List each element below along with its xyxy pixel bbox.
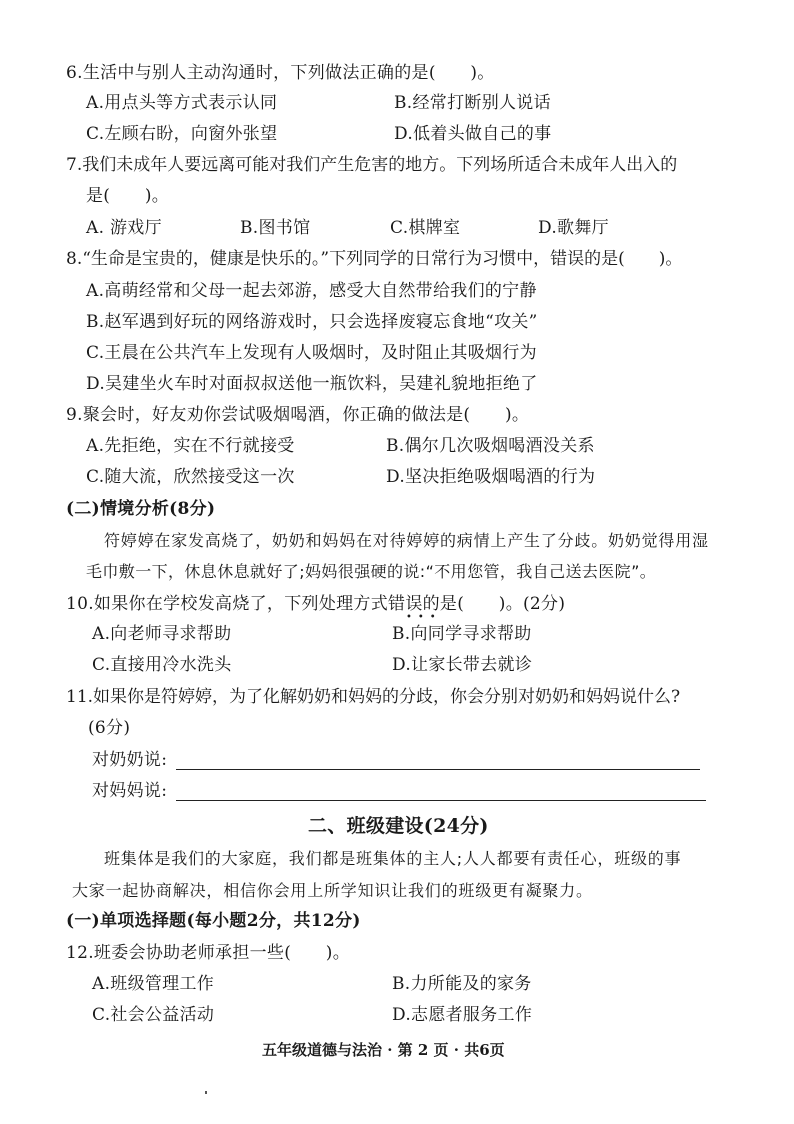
q11-mom-answer-line[interactable] <box>176 800 706 801</box>
q8-option-b: B.赵军遇到好玩的网络游戏时，只会选择废寝忘食地“攻关” <box>86 312 538 332</box>
q7-option-d: D.歌舞厅 <box>538 218 609 238</box>
q12-option-a: A.班级管理工作 <box>92 974 215 994</box>
q10-option-a: A.向老师寻求帮助 <box>92 624 232 644</box>
q11-score: (6分) <box>88 718 131 738</box>
q10-option-c: C.直接用冷水洗头 <box>92 655 232 675</box>
q8-option-a: A.高萌经常和父母一起去郊游，感受大自然带给我们的宁静 <box>86 281 537 301</box>
q9-option-a: A.先拒绝，实在不行就接受 <box>86 436 295 456</box>
q6-option-b: B.经常打断别人说话 <box>394 93 551 113</box>
q12-option-c: C.社会公益活动 <box>92 1005 215 1025</box>
page-footer: 五年级道德与法治 · 第 2 页 · 共6页 <box>262 1041 505 1059</box>
q9-option-d: D.坚决拒绝吸烟喝酒的行为 <box>386 467 596 487</box>
q7-option-a: A. 游戏厅 <box>86 218 162 238</box>
part2-choice-heading: (一)单项选择题(每小题2分，共12分) <box>66 911 361 931</box>
q8-stem: 8.“生命是宝贵的，健康是快乐的。”下列同学的日常行为习惯中，错误的是( )。 <box>66 249 683 269</box>
q10-stem: 10.如果你在学校发高烧了，下列处理方式错误的是( )。(2分) <box>66 594 566 614</box>
q9-option-c: C.随大流，欣然接受这一次 <box>86 467 295 487</box>
q6-stem: 6.生活中与别人主动沟通时，下列做法正确的是( )。 <box>66 63 495 83</box>
scenario-paragraph-line1: 符婷婷在家发高烧了，奶奶和妈妈在对待婷婷的病情上产生了分歧。奶奶觉得用湿 <box>104 531 709 550</box>
scenario-heading: (二)情境分析(8分) <box>66 499 216 519</box>
q7-stem-line1: 7.我们未成年人要远离可能对我们产生危害的地方。下列场所适合未成年人出入的 <box>66 155 678 175</box>
q11-stem: 11.如果你是符婷婷，为了化解奶奶和妈妈的分歧，你会分别对奶奶和妈妈说什么? <box>66 687 681 707</box>
q8-option-c: C.王晨在公共汽车上发现有人吸烟时，及时阻止其吸烟行为 <box>86 343 537 363</box>
q6-option-d: D.低着头做自己的事 <box>394 124 552 144</box>
q10-option-d: D.让家长带去就诊 <box>392 655 533 675</box>
q9-stem: 9.聚会时，好友劝你尝试吸烟喝酒，你正确的做法是( )。 <box>66 405 530 425</box>
q10-option-b: B.向同学寻求帮助 <box>392 624 532 644</box>
q11-grandma-answer-line[interactable] <box>176 769 700 770</box>
scan-speck <box>205 1091 207 1094</box>
part2-intro-line1: 班集体是我们的大家庭，我们都是班集体的主人;人人都要有责任心，班级的事 <box>104 849 682 868</box>
scenario-paragraph-line2: 毛巾敷一下，休息休息就好了;妈妈很强硬的说:“不用您管，我自己送去医院”。 <box>86 562 657 581</box>
q7-option-c: C.棋牌室 <box>390 218 461 238</box>
q11-mom-label: 对妈妈说: <box>92 781 168 801</box>
q10-emphasis-dots: ••• <box>406 612 442 623</box>
q7-option-b: B.图书馆 <box>240 218 311 238</box>
q7-stem-line2: 是( )。 <box>86 186 170 206</box>
q6-option-c: C.左顾右盼，向窗外张望 <box>86 124 278 144</box>
part2-intro-line2: 大家一起协商解决，相信你会用上所学知识让我们的班级更有凝聚力。 <box>72 881 593 900</box>
q12-option-d: D.志愿者服务工作 <box>392 1005 533 1025</box>
q8-option-d: D.吴建坐火车时对面叔叔送他一瓶饮料，吴建礼貌地拒绝了 <box>86 374 538 394</box>
q9-option-b: B.偶尔几次吸烟喝酒没关系 <box>386 436 595 456</box>
q12-option-b: B.力所能及的家务 <box>392 974 532 994</box>
q12-stem: 12.班委会协助老师承担一些( )。 <box>66 943 350 963</box>
q6-option-a: A.用点头等方式表示认同 <box>86 93 278 113</box>
part2-title: 二、班级建设(24分) <box>308 815 489 837</box>
q11-grandma-label: 对奶奶说: <box>92 750 168 770</box>
